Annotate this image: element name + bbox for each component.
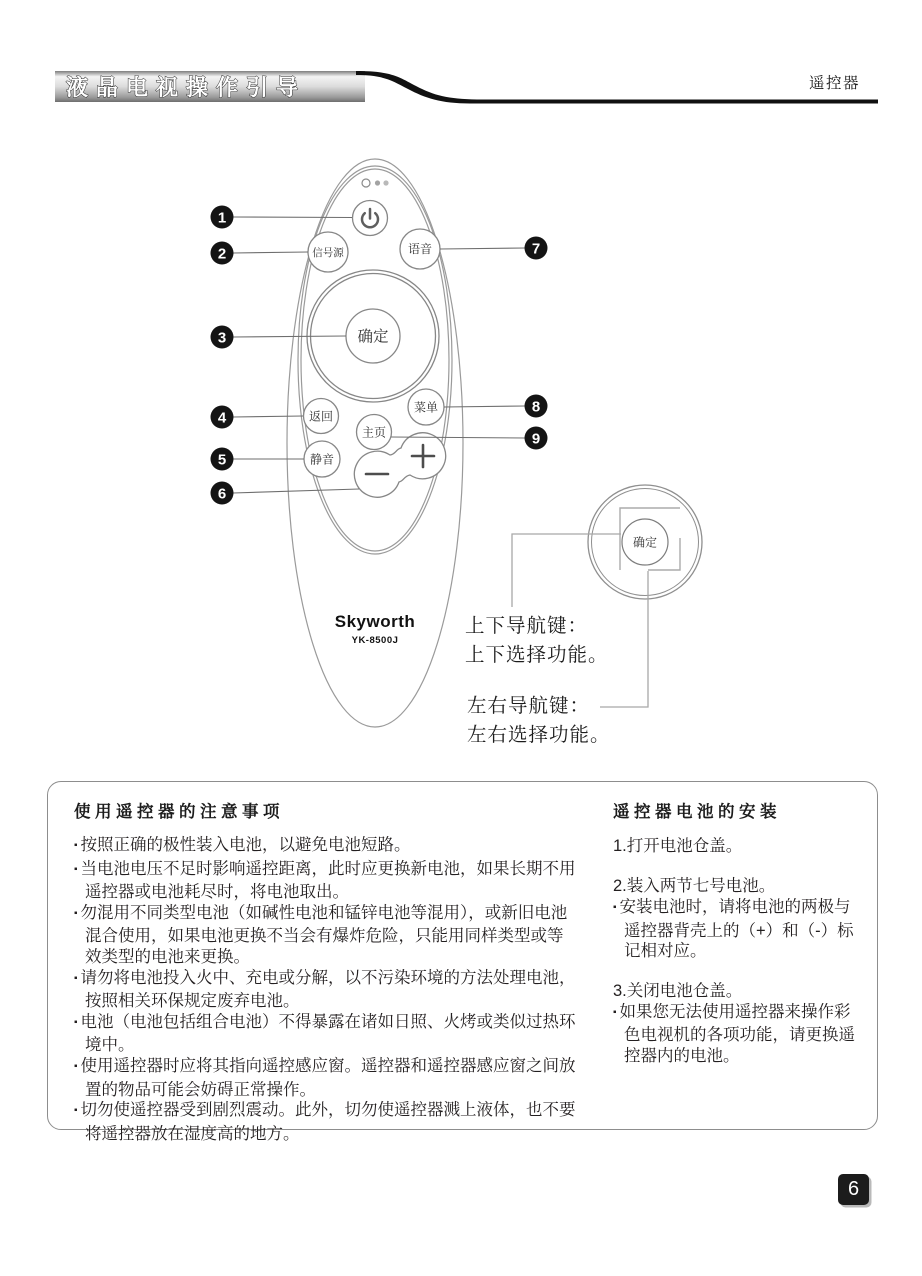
led-dot-icon <box>375 180 380 185</box>
callout-line-8 <box>444 406 525 407</box>
notice-item: ▪ 电池（电池包括组合电池）不得暴露在诸如日照、火烤或类似过热环境中。 <box>74 1012 579 1056</box>
led-dot-icon <box>383 180 388 185</box>
header-swoosh <box>356 71 878 104</box>
battery-step-text: 3.关闭电池仓盖。 <box>613 981 743 1000</box>
svg-text:3: 3 <box>217 329 227 347</box>
callout-line-6 <box>233 489 359 493</box>
led-dot-icon <box>362 179 370 187</box>
callout-line-1 <box>233 217 352 218</box>
updown-nav-title: 上下导航键： <box>465 615 589 637</box>
battery-step-note: ▪ 如果您无法使用遥控器来操作彩色电视机的各项功能，请更换遥控器内的电池。 <box>613 1002 867 1067</box>
svg-text:8: 8 <box>531 398 541 416</box>
svg-text:9: 9 <box>531 430 541 448</box>
callout-5 <box>211 448 234 471</box>
leftright-nav-title: 左右导航键： <box>467 695 591 717</box>
svg-text:7: 7 <box>531 240 541 258</box>
callout-line-2 <box>233 252 308 253</box>
updown-nav-note <box>465 612 609 670</box>
notice-item: ▪ 切勿使遥控器受到剧烈震动。此外，切勿使遥控器溅上液体，也不要将遥控器放在湿度高的地方。 <box>74 1100 579 1144</box>
info-box <box>47 781 878 1143</box>
battery-section <box>613 798 867 1086</box>
battery-step-text: 2.装入两节七号电池。 <box>613 877 776 895</box>
back-button-label: 返回 <box>308 409 334 424</box>
updown-nav-desc: 上下选择功能。 <box>465 644 609 666</box>
callout-8 <box>525 395 548 418</box>
home-button-label: 主页 <box>361 425 387 440</box>
battery-step <box>613 836 867 857</box>
svg-text:2: 2 <box>217 245 227 263</box>
remote-diagram <box>0 140 922 785</box>
battery-step-note: ▪ 安装电池时，请将电池的两极与遥控器背壳上的（+）和（-）标记相对应。 <box>613 897 867 962</box>
callout-4 <box>211 406 234 429</box>
svg-text:1: 1 <box>217 209 227 227</box>
notice-item: ▪ 勿混用不同类型电池（如碱性电池和锰锌电池等混用），或新旧电池混合使用，如果电池更换不当会有爆炸危险，只能用同样类型或等效类型的电池来更换。 <box>74 903 579 968</box>
battery-step <box>613 876 867 962</box>
notice-section <box>74 798 579 1144</box>
battery-step <box>613 981 867 1067</box>
notice-item: ▪ 请勿将电池投入火中、充电或分解，以不污染环境的方法处理电池，按照相关环保规定废弃电池。 <box>74 968 579 1012</box>
svg-text:6: 6 <box>217 485 227 503</box>
brand-logo: Skyworth <box>334 612 416 631</box>
section-label: 遥控器 <box>808 75 860 92</box>
menu-button-label: 菜单 <box>413 400 439 415</box>
page-number-badge <box>838 1174 869 1205</box>
svg-text:4: 4 <box>217 409 227 427</box>
callout-line-7 <box>440 248 525 249</box>
model-number: YK-8500J <box>351 635 399 646</box>
battery-title: 遥控器电池的安装 <box>613 803 781 821</box>
notice-title: 使用遥控器的注意事项 <box>74 803 284 821</box>
callout-7 <box>525 237 548 260</box>
page-title: 液晶电视操作引导 <box>66 75 307 100</box>
battery-steps <box>613 836 867 1067</box>
leftright-nav-note <box>467 692 611 750</box>
notice-item: ▪ 当电池电压不足时影响遥控距离，此时应更换新电池，如果长期不用遥控器或电池耗尽时，将电池取出。 <box>74 859 579 903</box>
source-button-label: 信号源 <box>312 247 344 259</box>
svg-text:5: 5 <box>217 451 227 469</box>
callout-2 <box>211 242 234 265</box>
ok-button-label: 确定 <box>357 328 389 346</box>
callout-line-4 <box>233 416 303 417</box>
notice-item: ▪ 按照正确的极性装入电池，以避免电池短路。 <box>74 835 579 859</box>
voice-button-label: 语音 <box>407 242 433 256</box>
callout-3 <box>211 326 234 349</box>
notice-item: ▪ 使用遥控器时应将其指向遥控感应窗。遥控器和遥控器感应窗之间放置的物品可能会妨碍正常操作。 <box>74 1056 579 1100</box>
mute-button-label: 静音 <box>309 452 335 467</box>
ok-detail-view <box>512 485 702 707</box>
indicator-leds <box>362 179 389 187</box>
battery-step-text: 1.打开电池仓盖。 <box>613 837 743 855</box>
page-number: 6 <box>847 1178 860 1200</box>
callout-9 <box>525 427 548 450</box>
leftright-nav-desc: 左右选择功能。 <box>467 724 611 746</box>
callout-6 <box>211 482 234 505</box>
page-header <box>0 0 922 140</box>
notice-list <box>74 835 579 1144</box>
ok-detail-label: 确定 <box>632 535 658 550</box>
callout-1 <box>211 206 234 229</box>
